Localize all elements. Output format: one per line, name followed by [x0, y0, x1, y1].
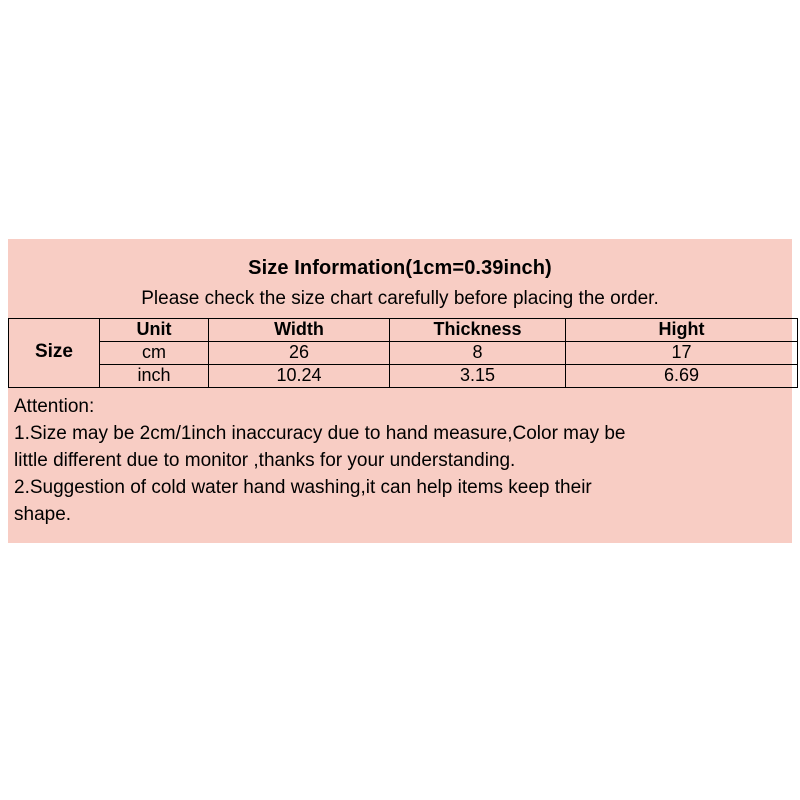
cell-unit-inch: inch	[100, 364, 209, 387]
cell-hight-inch: 6.69	[566, 364, 798, 387]
header-unit: Unit	[100, 319, 209, 342]
attention-note-2-part-1: 2.Suggestion of cold water hand washing,it can help items keep their	[14, 476, 592, 498]
attention-note-1-part-2: little different due to monitor ,thanks for your understanding.	[14, 449, 516, 471]
header-thickness: Thickness	[390, 319, 566, 342]
cell-unit-cm: cm	[100, 341, 209, 364]
attention-note-2-part-2: shape.	[14, 503, 72, 525]
cell-width-inch: 10.24	[209, 364, 390, 387]
table-row	[9, 364, 798, 387]
attention-note-1-part-1: 1.Size may be 2cm/1inch inaccuracy due to hand measure,Color may be	[14, 422, 626, 444]
size-chart-table	[8, 318, 798, 388]
panel-subtitle: Please check the size chart carefully before placing the order.	[141, 288, 659, 309]
cell-thickness-inch: 3.15	[390, 364, 566, 387]
attention-block	[8, 388, 792, 543]
cell-thickness-cm: 8	[390, 341, 566, 364]
cell-hight-cm: 17	[566, 341, 798, 364]
page-title: Size Information(1cm=0.39inch)	[248, 257, 552, 279]
header-width: Width	[209, 319, 390, 342]
table-row	[9, 341, 798, 364]
table-row	[9, 319, 798, 342]
size-information-panel	[8, 239, 792, 543]
cell-width-cm: 26	[209, 341, 390, 364]
header-hight: Hight	[566, 319, 798, 342]
attention-heading: Attention:	[14, 395, 95, 417]
size-label-cell: Size	[9, 319, 100, 388]
